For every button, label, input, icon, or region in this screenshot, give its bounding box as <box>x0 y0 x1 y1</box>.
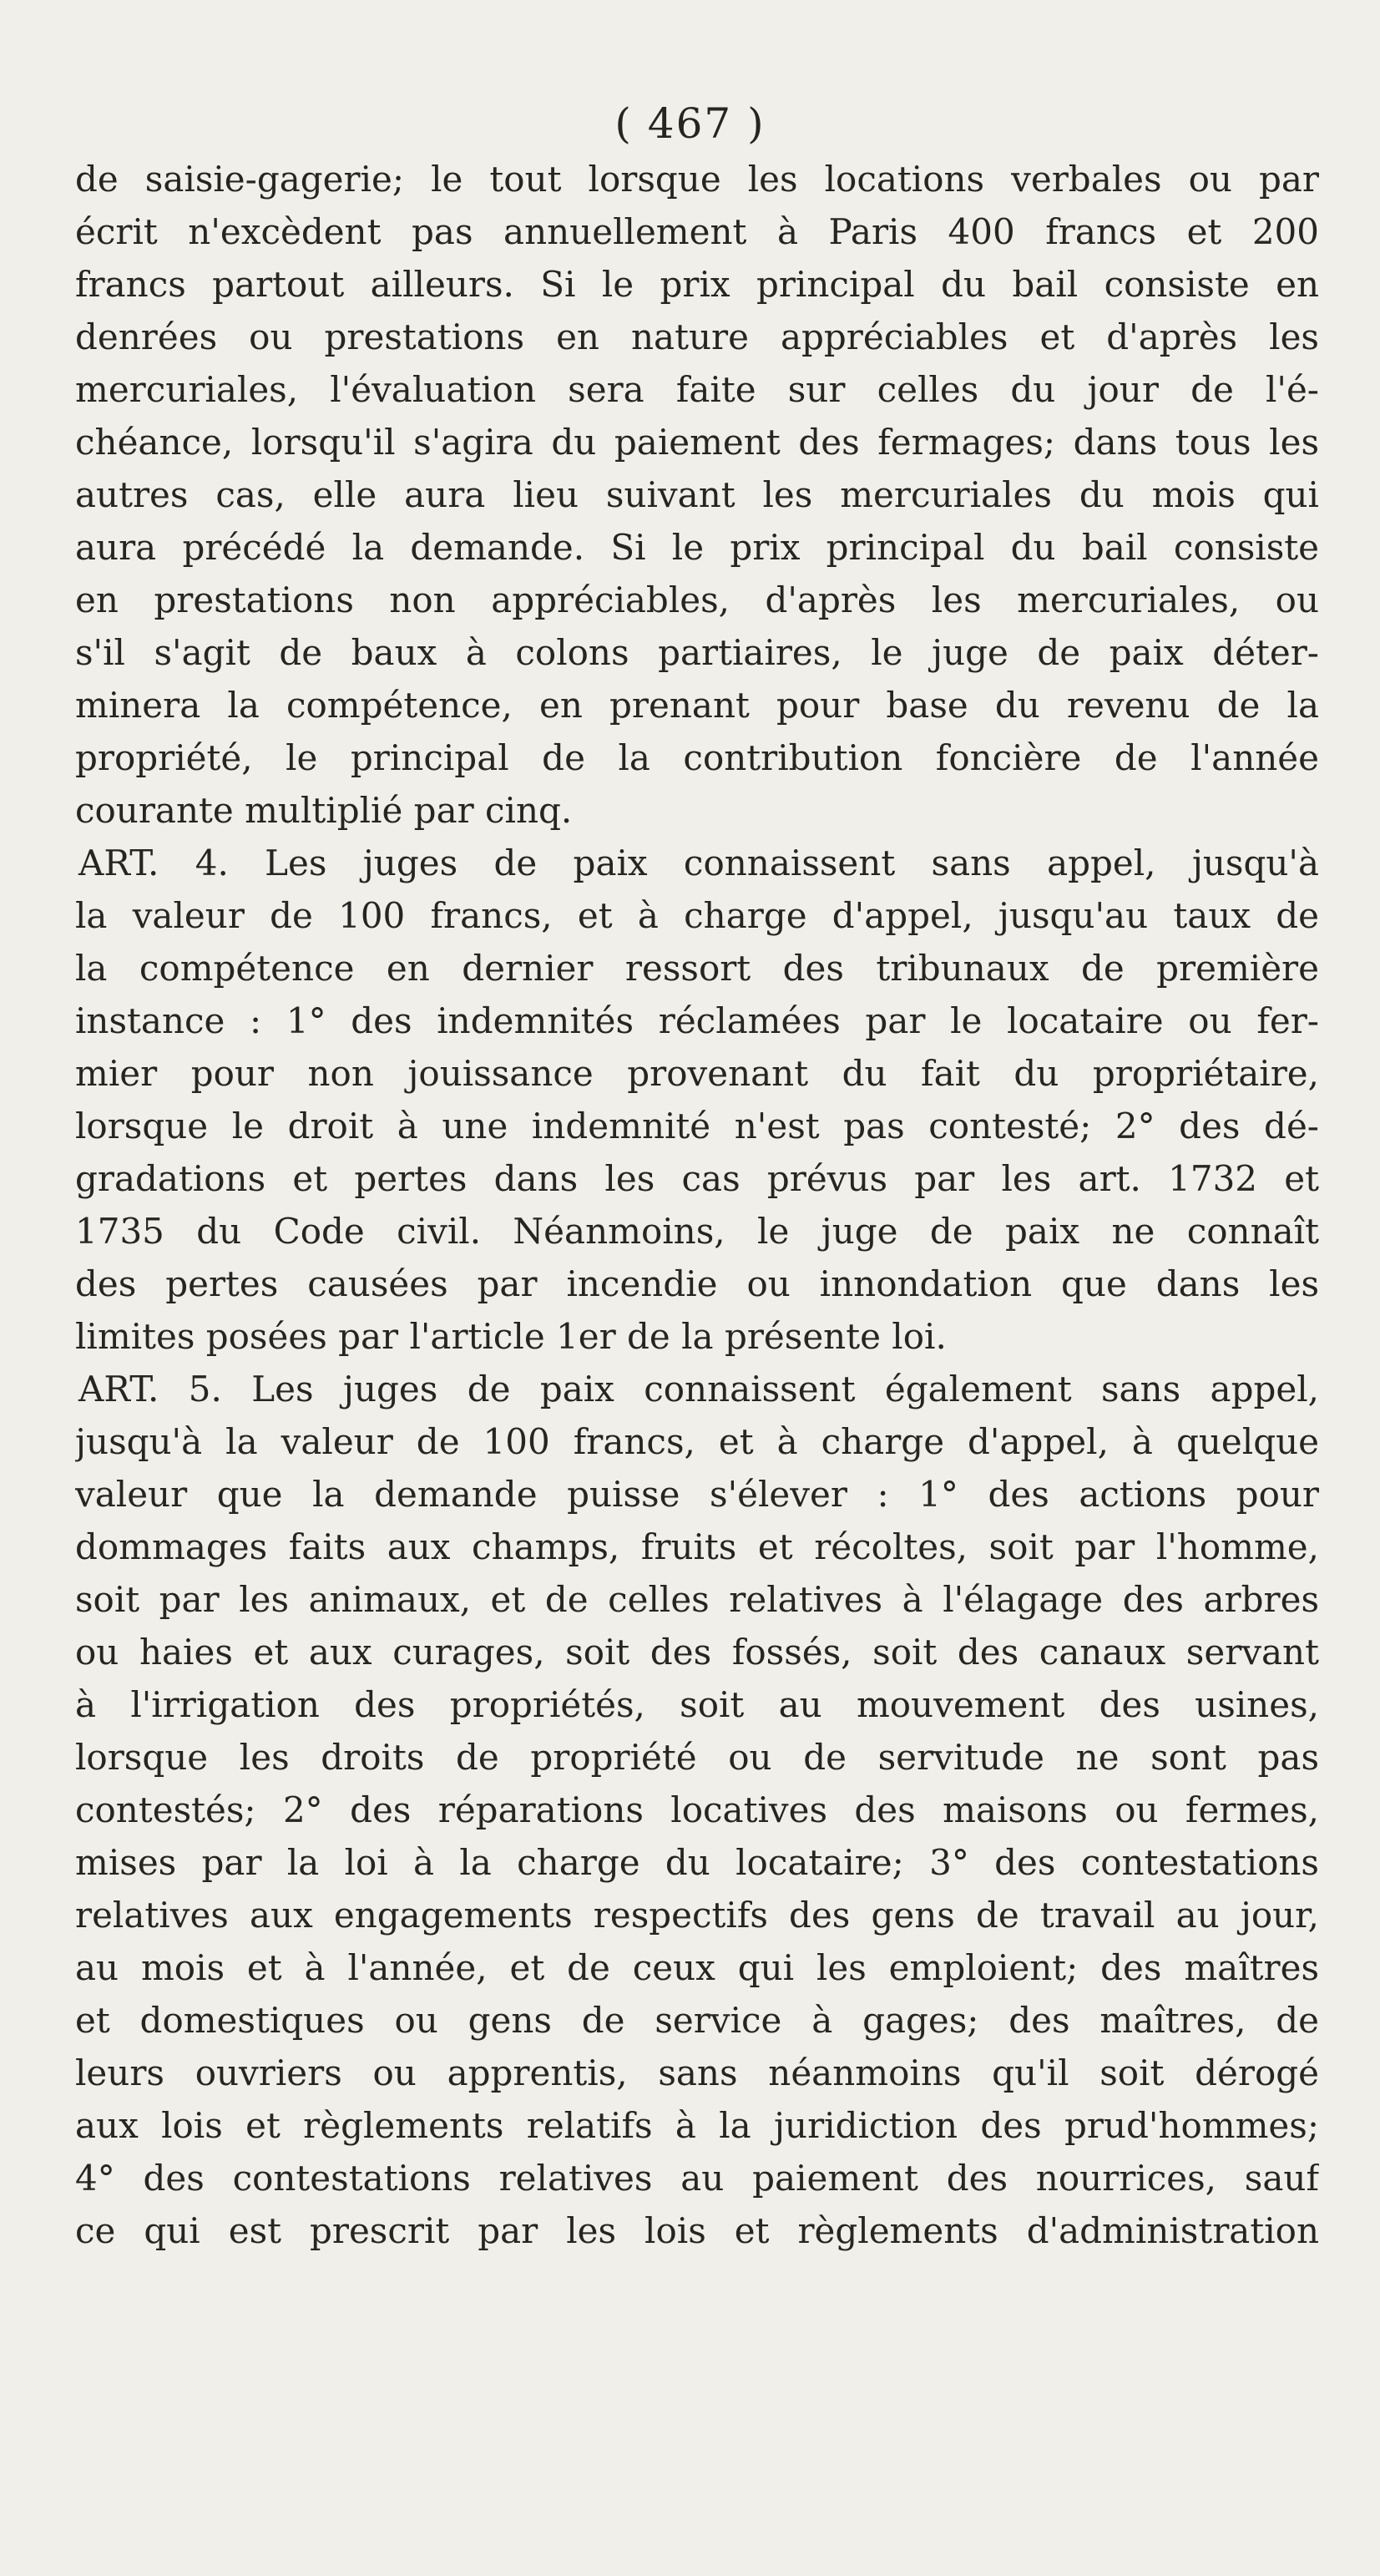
text-line: soit par les animaux, et de celles relatives à l'élagage des arbres <box>75 1579 1319 1620</box>
text-line: des pertes causées par incendie ou innondation que dans les <box>75 1263 1319 1304</box>
article-5-start: ART. 5. Les juges de paix connaissent également sans appel, <box>78 1369 1319 1409</box>
text-line: limites posées par l'article 1er de la présente loi. <box>75 1316 947 1357</box>
page-number: ( 467 ) <box>614 99 766 148</box>
text-line: aura précédé la demande. Si le prix principal du bail consiste <box>75 527 1319 568</box>
text-line: leurs ouvriers ou apprentis, sans néanmoins qu'il soit dérogé <box>75 2052 1319 2093</box>
text-line: mercuriales, l'évaluation sera faite sur celles du jour de l'é- <box>75 369 1319 410</box>
body-text <box>75 153 1319 2257</box>
text-line: instance : 1° des indemnités réclamées par le locataire ou fer- <box>75 1000 1319 1041</box>
article-4-start: ART. 4. Les juges de paix connaissent sans appel, jusqu'à <box>78 843 1319 883</box>
text-line: la compétence en dernier ressort des tribunaux de première <box>75 948 1319 989</box>
text-line: gradations et pertes dans les cas prévus par les art. 1732 et <box>75 1158 1319 1199</box>
text-line: relatives aux engagements respectifs des gens de travail au jour, <box>75 1895 1319 1936</box>
text-line: en prestations non appréciables, d'après les mercuriales, ou <box>75 579 1319 620</box>
text-line: autres cas, elle aura lieu suivant les mercuriales du mois qui <box>75 474 1319 515</box>
text-line: valeur que la demande puisse s'élever : 1° des actions pour <box>75 1474 1319 1515</box>
text-line: s'il s'agit de baux à colons partiaires, le juge de paix déter- <box>75 632 1319 673</box>
text-line: lorsque le droit à une indemnité n'est pas contesté; 2° des dé- <box>75 1106 1319 1146</box>
text-line: de saisie-gagerie; le tout lorsque les locations verbales ou par <box>75 159 1319 200</box>
text-line: et domestiques ou gens de service à gages; des maîtres, de <box>75 2000 1319 2041</box>
text-line: contestés; 2° des réparations locatives des maisons ou fermes, <box>75 1789 1319 1830</box>
text-line: courante multiplié par cinq. <box>75 790 573 831</box>
text-line: denrées ou prestations en nature appréciables et d'après les <box>75 316 1319 357</box>
text-line: minera la compétence, en prenant pour base du revenu de la <box>75 685 1319 726</box>
text-line: chéance, lorsqu'il s'agira du paiement des fermages; dans tous les <box>75 422 1319 463</box>
text-line: dommages faits aux champs, fruits et récoltes, soit par l'homme, <box>75 1526 1319 1567</box>
text-line: ce qui est prescrit par les lois et règlements d'administration <box>75 2210 1319 2251</box>
text-line: la valeur de 100 francs, et à charge d'appel, jusqu'au taux de <box>75 895 1319 936</box>
text-line: jusqu'à la valeur de 100 francs, et à charge d'appel, à quelque <box>75 1421 1319 1462</box>
text-line: écrit n'excèdent pas annuellement à Paris 400 francs et 200 <box>75 211 1319 252</box>
text-line: 1735 du Code civil. Néanmoins, le juge de paix ne connaît <box>75 1211 1319 1252</box>
text-line: propriété, le principal de la contribution foncière de l'année <box>75 737 1319 778</box>
text-line: 4° des contestations relatives au paiement des nourrices, sauf <box>75 2158 1319 2199</box>
text-line: ou haies et aux curages, soit des fossés, soit des canaux servant <box>75 1632 1319 1673</box>
text-line: à l'irrigation des propriétés, soit au mouvement des usines, <box>75 1684 1319 1725</box>
text-line: francs partout ailleurs. Si le prix principal du bail consiste en <box>75 264 1319 305</box>
text-line: mises par la loi à la charge du locataire; 3° des contestations <box>75 1842 1319 1883</box>
text-line: mier pour non jouissance provenant du fait du propriétaire, <box>75 1053 1319 1094</box>
text-line: lorsque les droits de propriété ou de servitude ne sont pas <box>75 1737 1319 1778</box>
text-line: au mois et à l'année, et de ceux qui les emploient; des maîtres <box>75 1947 1319 1988</box>
text-line: aux lois et règlements relatifs à la juridiction des prud'hommes; <box>75 2105 1319 2146</box>
